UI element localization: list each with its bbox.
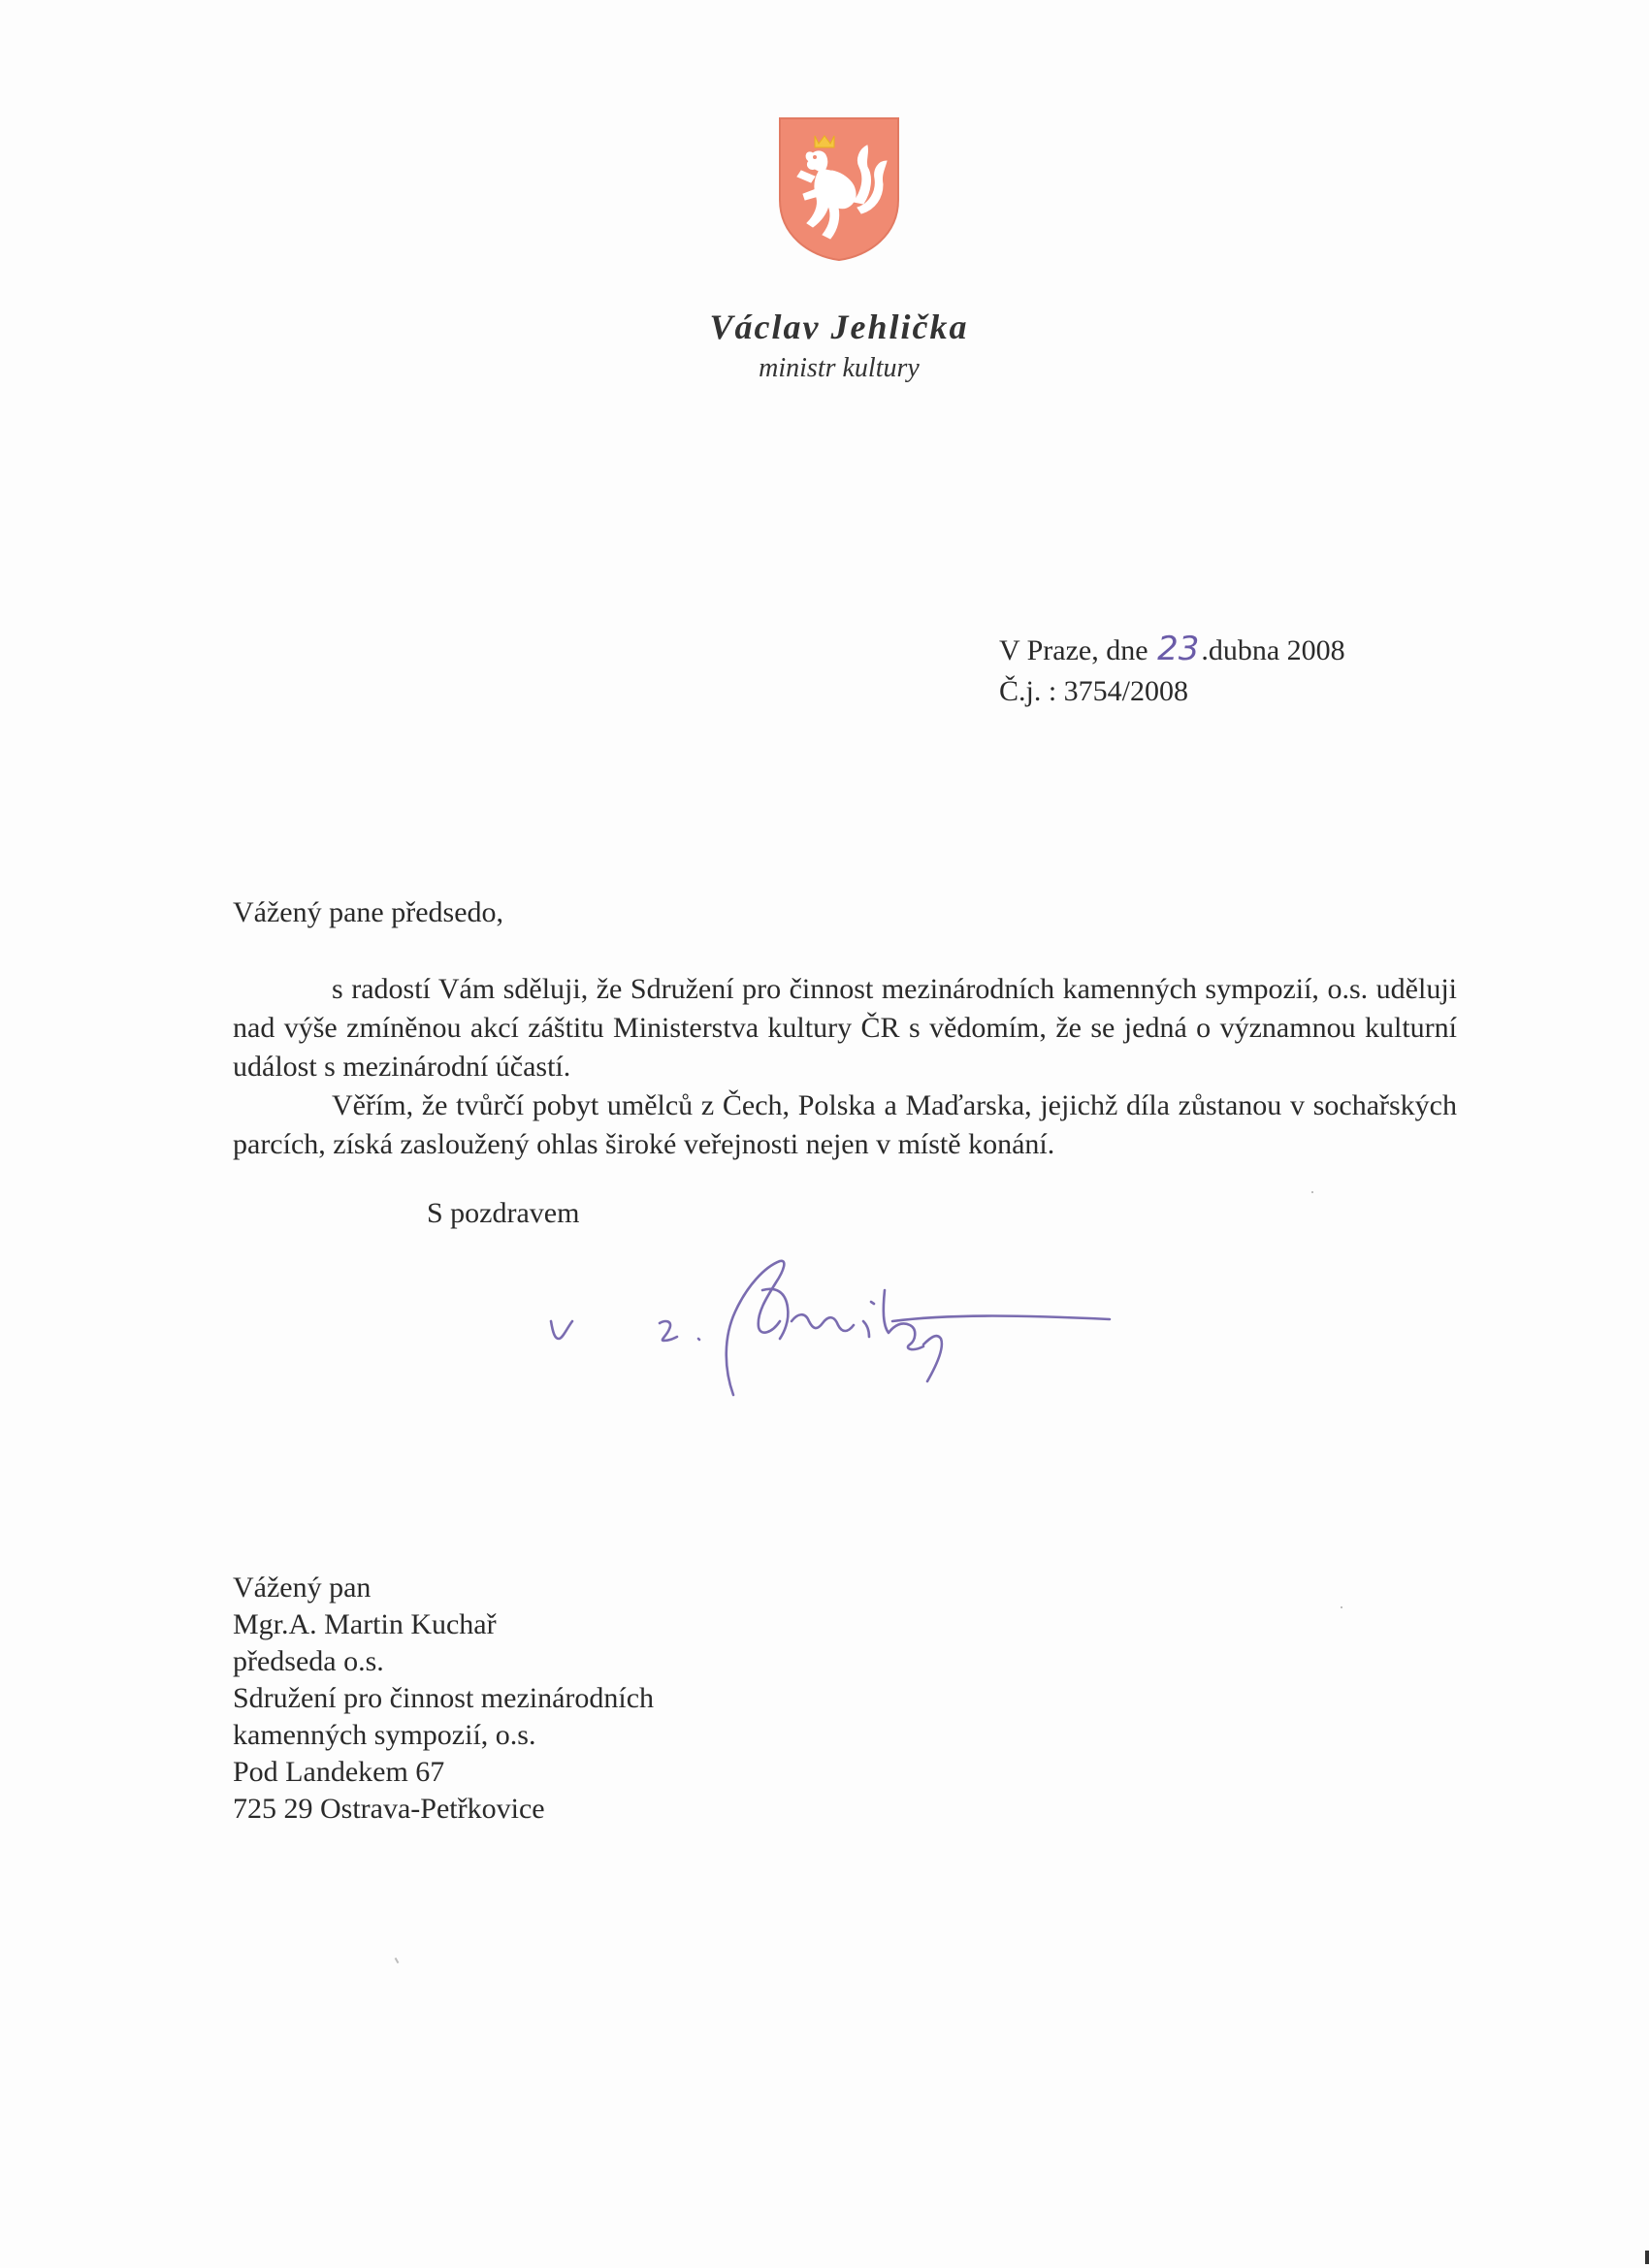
dateline (999, 629, 1345, 712)
handwritten-day: 23 (1157, 630, 1200, 668)
address-line: Mgr.A. Martin Kuchař (233, 1608, 497, 1640)
reference-number: Č.j. : 3754/2008 (999, 675, 1189, 707)
address-line: Sdružení pro činnost mezinárodních (233, 1682, 655, 1714)
closing: S pozdravem (427, 1197, 580, 1229)
czech-coat-of-arms-icon (776, 114, 902, 262)
scan-speck (395, 1958, 400, 1963)
scan-speck (1645, 2251, 1649, 2264)
letter-body (233, 970, 1457, 1164)
paragraph: Věřím, že tvůrčí pobyt umělců z Čech, Polska a Maďarska, jejichž díla zůstanou v sochařských parcích, získá zasloužený ohlas široké veřejnosti nejen v místě konání. (233, 1089, 1457, 1160)
date-prefix: V Praze, dne (999, 634, 1156, 666)
scan-speck (1341, 1606, 1342, 1608)
minister-title: ministr kultury (759, 353, 920, 383)
date-line (999, 629, 1345, 671)
recipient-address (233, 1570, 654, 1828)
address-line: 725 29 Ostrava-Petřkovice (233, 1793, 545, 1825)
scan-speck (1311, 1191, 1313, 1193)
paragraph: s radostí Vám sděluji, že Sdružení pro činnost mezinárodních kamenných sympozií, o.s. uděluji nad výše zmíněnou akcí záštitu Ministerstva kultury ČR s vědomím, že se jedná o významnou kulturní událost s mezinárodní účastí. (233, 973, 1457, 1083)
address-line: kamenných sympozií, o.s. (233, 1719, 536, 1751)
salutation: Vážený pane předsedo, (233, 896, 504, 928)
address-line: předseda o.s. (233, 1645, 384, 1677)
address-line: Pod Landekem 67 (233, 1756, 445, 1788)
date-suffix: .dubna 2008 (1201, 634, 1345, 666)
handwritten-signature (543, 1232, 1125, 1407)
address-line: Vážený pan (233, 1571, 372, 1604)
minister-name: Václav Jehlička (709, 308, 969, 346)
